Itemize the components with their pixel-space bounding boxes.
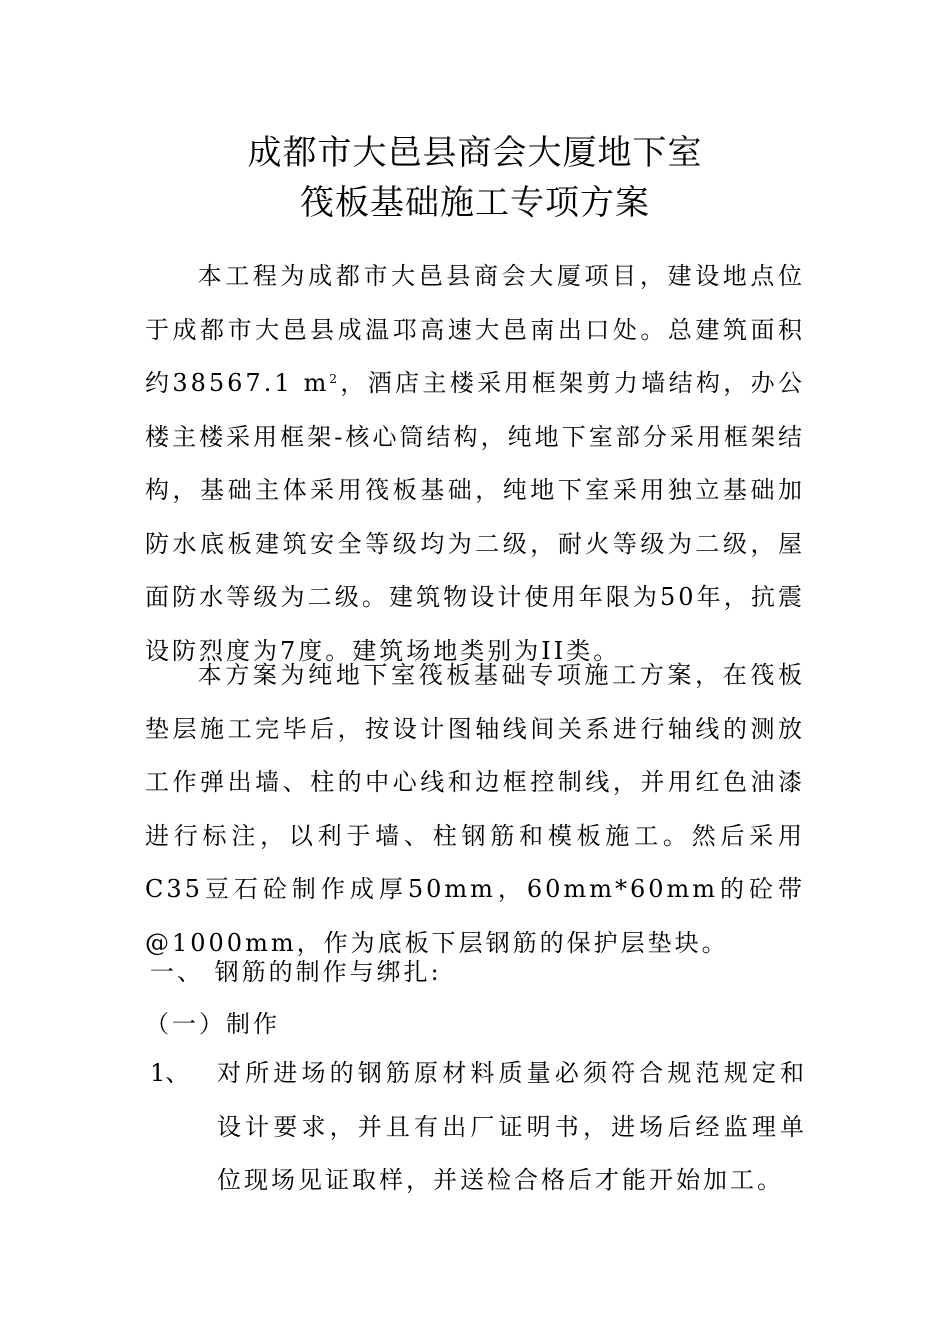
paragraph-1-text-part-2: ，酒店主楼采用框架剪力墙结构，办公楼主楼采用框架-核心筒结构，纯地下室部分采用框架结构，基础主体采用筏板基础，纯地下室采用独立基础加防水底板建筑安全等级均为二级，耐火等级为二级，屋面防水等级为二级。建筑物设计使用年限为50年，抗震设防烈度为7度。建筑场地类别为II类。 [145, 369, 805, 665]
list-item-number: 1、 [150, 1059, 190, 1087]
paragraph-2-text: 本方案为纯地下室筏板基础专项施工方案，在筏板垫层施工完毕后，按设计图轴线间关系进行轴线的测放工作弹出墙、柱的中心线和边框控制线，并用红色油漆进行标注，以利于墙、柱钢筋和模板施工。然后采用C35豆石砼制作成厚50mm，60mm*60mm的砼带@1000mm，作为底板下层钢筋的保护层垫块。 [145, 661, 805, 957]
section-heading-rebar: 一、 钢筋的制作与绑扎: [150, 958, 442, 986]
paragraph-project-overview [145, 250, 805, 678]
superscript-area-unit: 2 [329, 372, 340, 386]
document-title-line-1: 成都市大邑县商会大厦地下室 [247, 133, 703, 173]
paragraph-1-text-part-1: 本工程为成都市大邑县商会大厦项目，建设地点位于成都市大邑县成温邛高速大邑南出口处。总建筑面积约38567.1 m [145, 262, 805, 397]
document-title-line-2: 筏板基础施工专项方案 [300, 183, 650, 223]
paragraph-scheme-description [145, 649, 805, 970]
list-item-text: 对所进场的钢筋原材料质量必须符合规范规定和设计要求，并且有出厂证明书，进场后经监理单位现场见证取样，并送检合格后才能开始加工。 [217, 1059, 807, 1194]
subsection-heading-fabrication: （一）制作 [145, 1010, 280, 1038]
